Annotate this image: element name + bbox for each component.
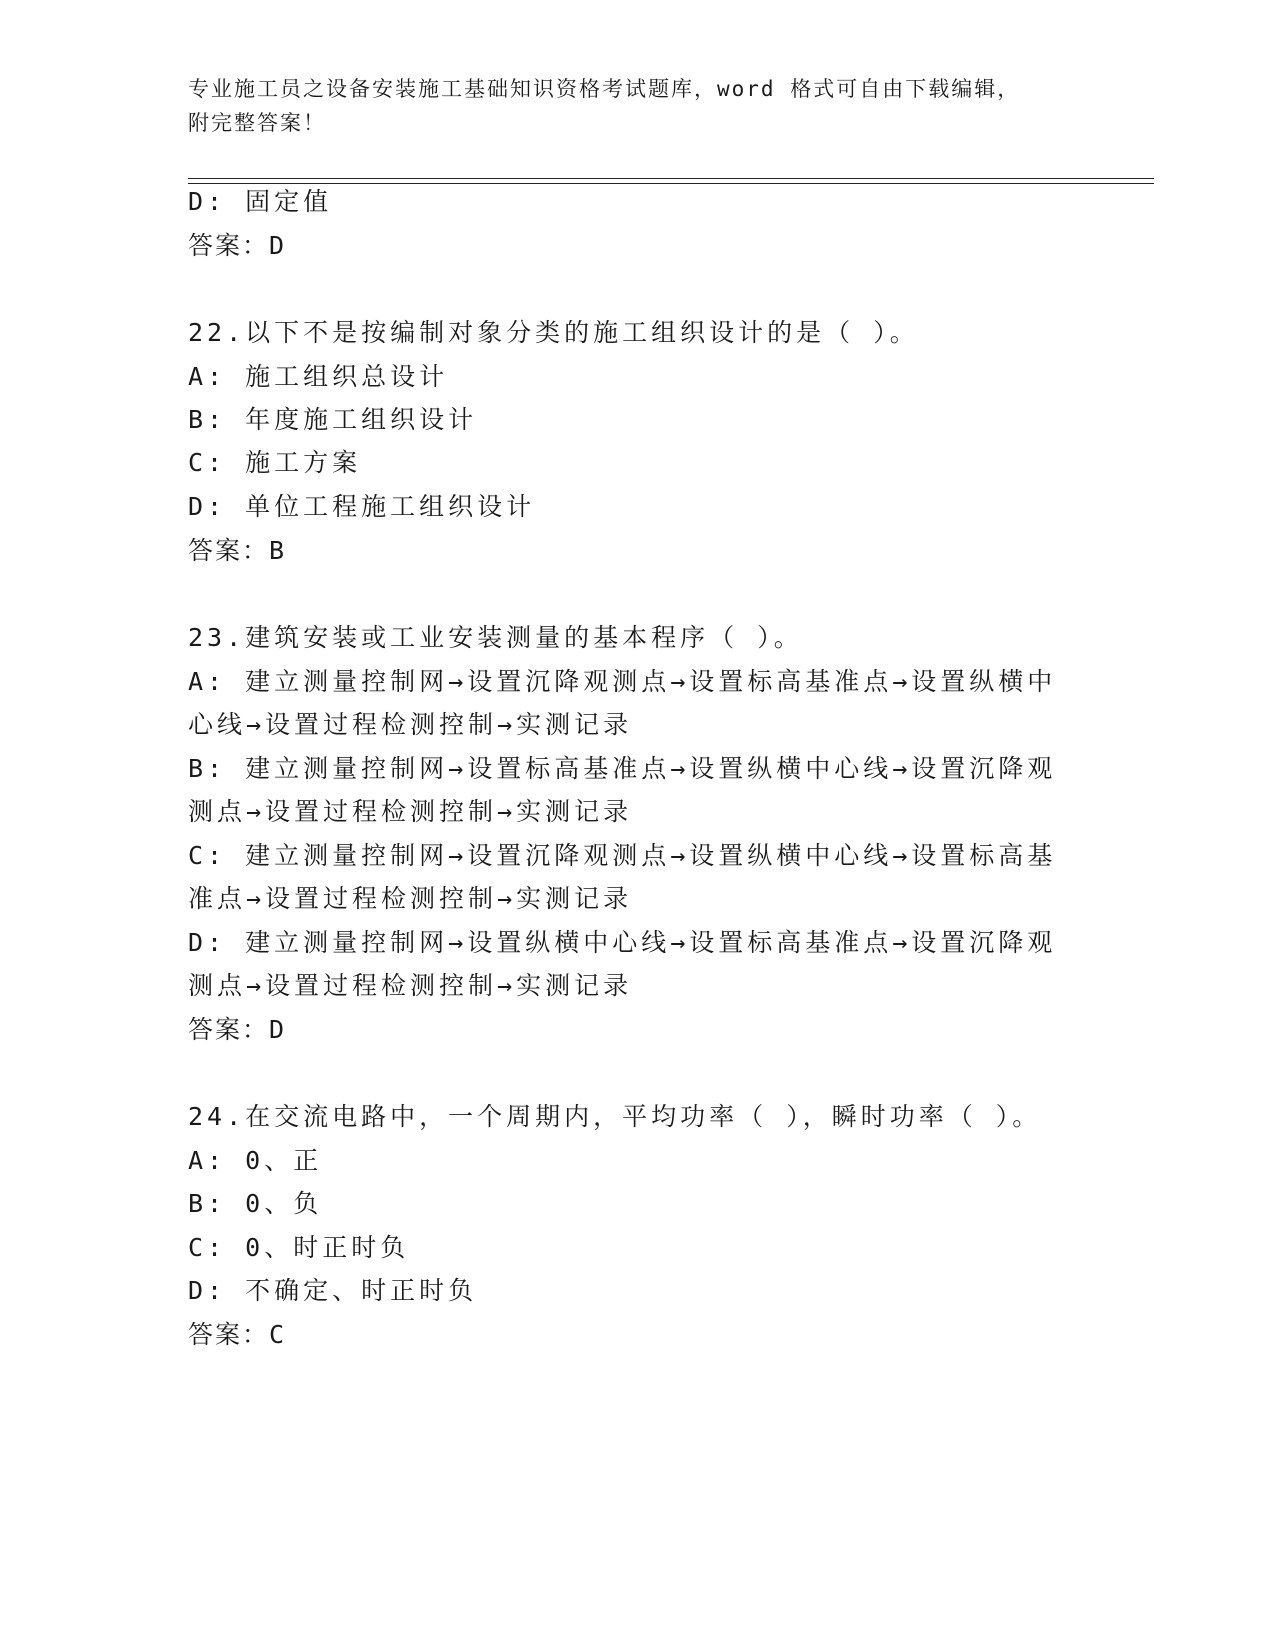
answer-q22: 答案：B: [188, 536, 287, 565]
question-22: 22.以下不是按编制对象分类的施工组织设计的是（ ）。: [188, 318, 919, 347]
header-rule-top: [188, 178, 1154, 179]
option-d-q23-cont: 测点→设置过程检测控制→实测记录: [188, 971, 633, 1000]
question-24: 24.在交流电路中，一个周期内，平均功率（ ），瞬时功率（ ）。: [188, 1102, 1042, 1131]
option-b-q23-cont: 测点→设置过程检测控制→实测记录: [188, 797, 633, 826]
option-b-q22: B: 年度施工组织设计: [188, 405, 478, 434]
header-rule-bottom: [188, 183, 1154, 184]
answer-q24: 答案：C: [188, 1320, 287, 1349]
document-header: 专业施工员之设备安装施工基础知识资格考试题库，word 格式可自由下载编辑， 附完整答案！: [188, 77, 1021, 135]
answer-q21: 答案：D: [188, 231, 287, 260]
option-c-q24: C: 0、时正时负: [188, 1233, 410, 1262]
option-a-q24: A: 0、正: [188, 1146, 323, 1175]
option-b-q24: B: 0、负: [188, 1189, 323, 1218]
option-c-q23: C: 建立测量控制网→设置沉降观测点→设置纵横中心线→设置标高基: [188, 841, 1057, 870]
option-d-q21: D: 固定值: [188, 187, 333, 216]
answer-q23: 答案：D: [188, 1015, 287, 1044]
option-d-q22: D: 单位工程施工组织设计: [188, 492, 536, 521]
option-d-q23: D: 建立测量控制网→设置纵横中心线→设置标高基准点→设置沉降观: [188, 928, 1057, 957]
option-b-q23: B: 建立测量控制网→设置标高基准点→设置纵横中心线→设置沉降观: [188, 754, 1057, 783]
option-c-q23-cont: 准点→设置过程检测控制→实测记录: [188, 884, 633, 913]
option-a-q23: A: 建立测量控制网→设置沉降观测点→设置标高基准点→设置纵横中: [188, 667, 1057, 696]
option-c-q22: C: 施工方案: [188, 448, 362, 477]
option-d-q24: D: 不确定、时正时负: [188, 1276, 478, 1305]
question-23: 23.建筑安装或工业安装测量的基本程序（ ）。: [188, 623, 803, 652]
option-a-q22: A: 施工组织总设计: [188, 362, 449, 391]
option-a-q23-cont: 心线→设置过程检测控制→实测记录: [188, 710, 633, 739]
